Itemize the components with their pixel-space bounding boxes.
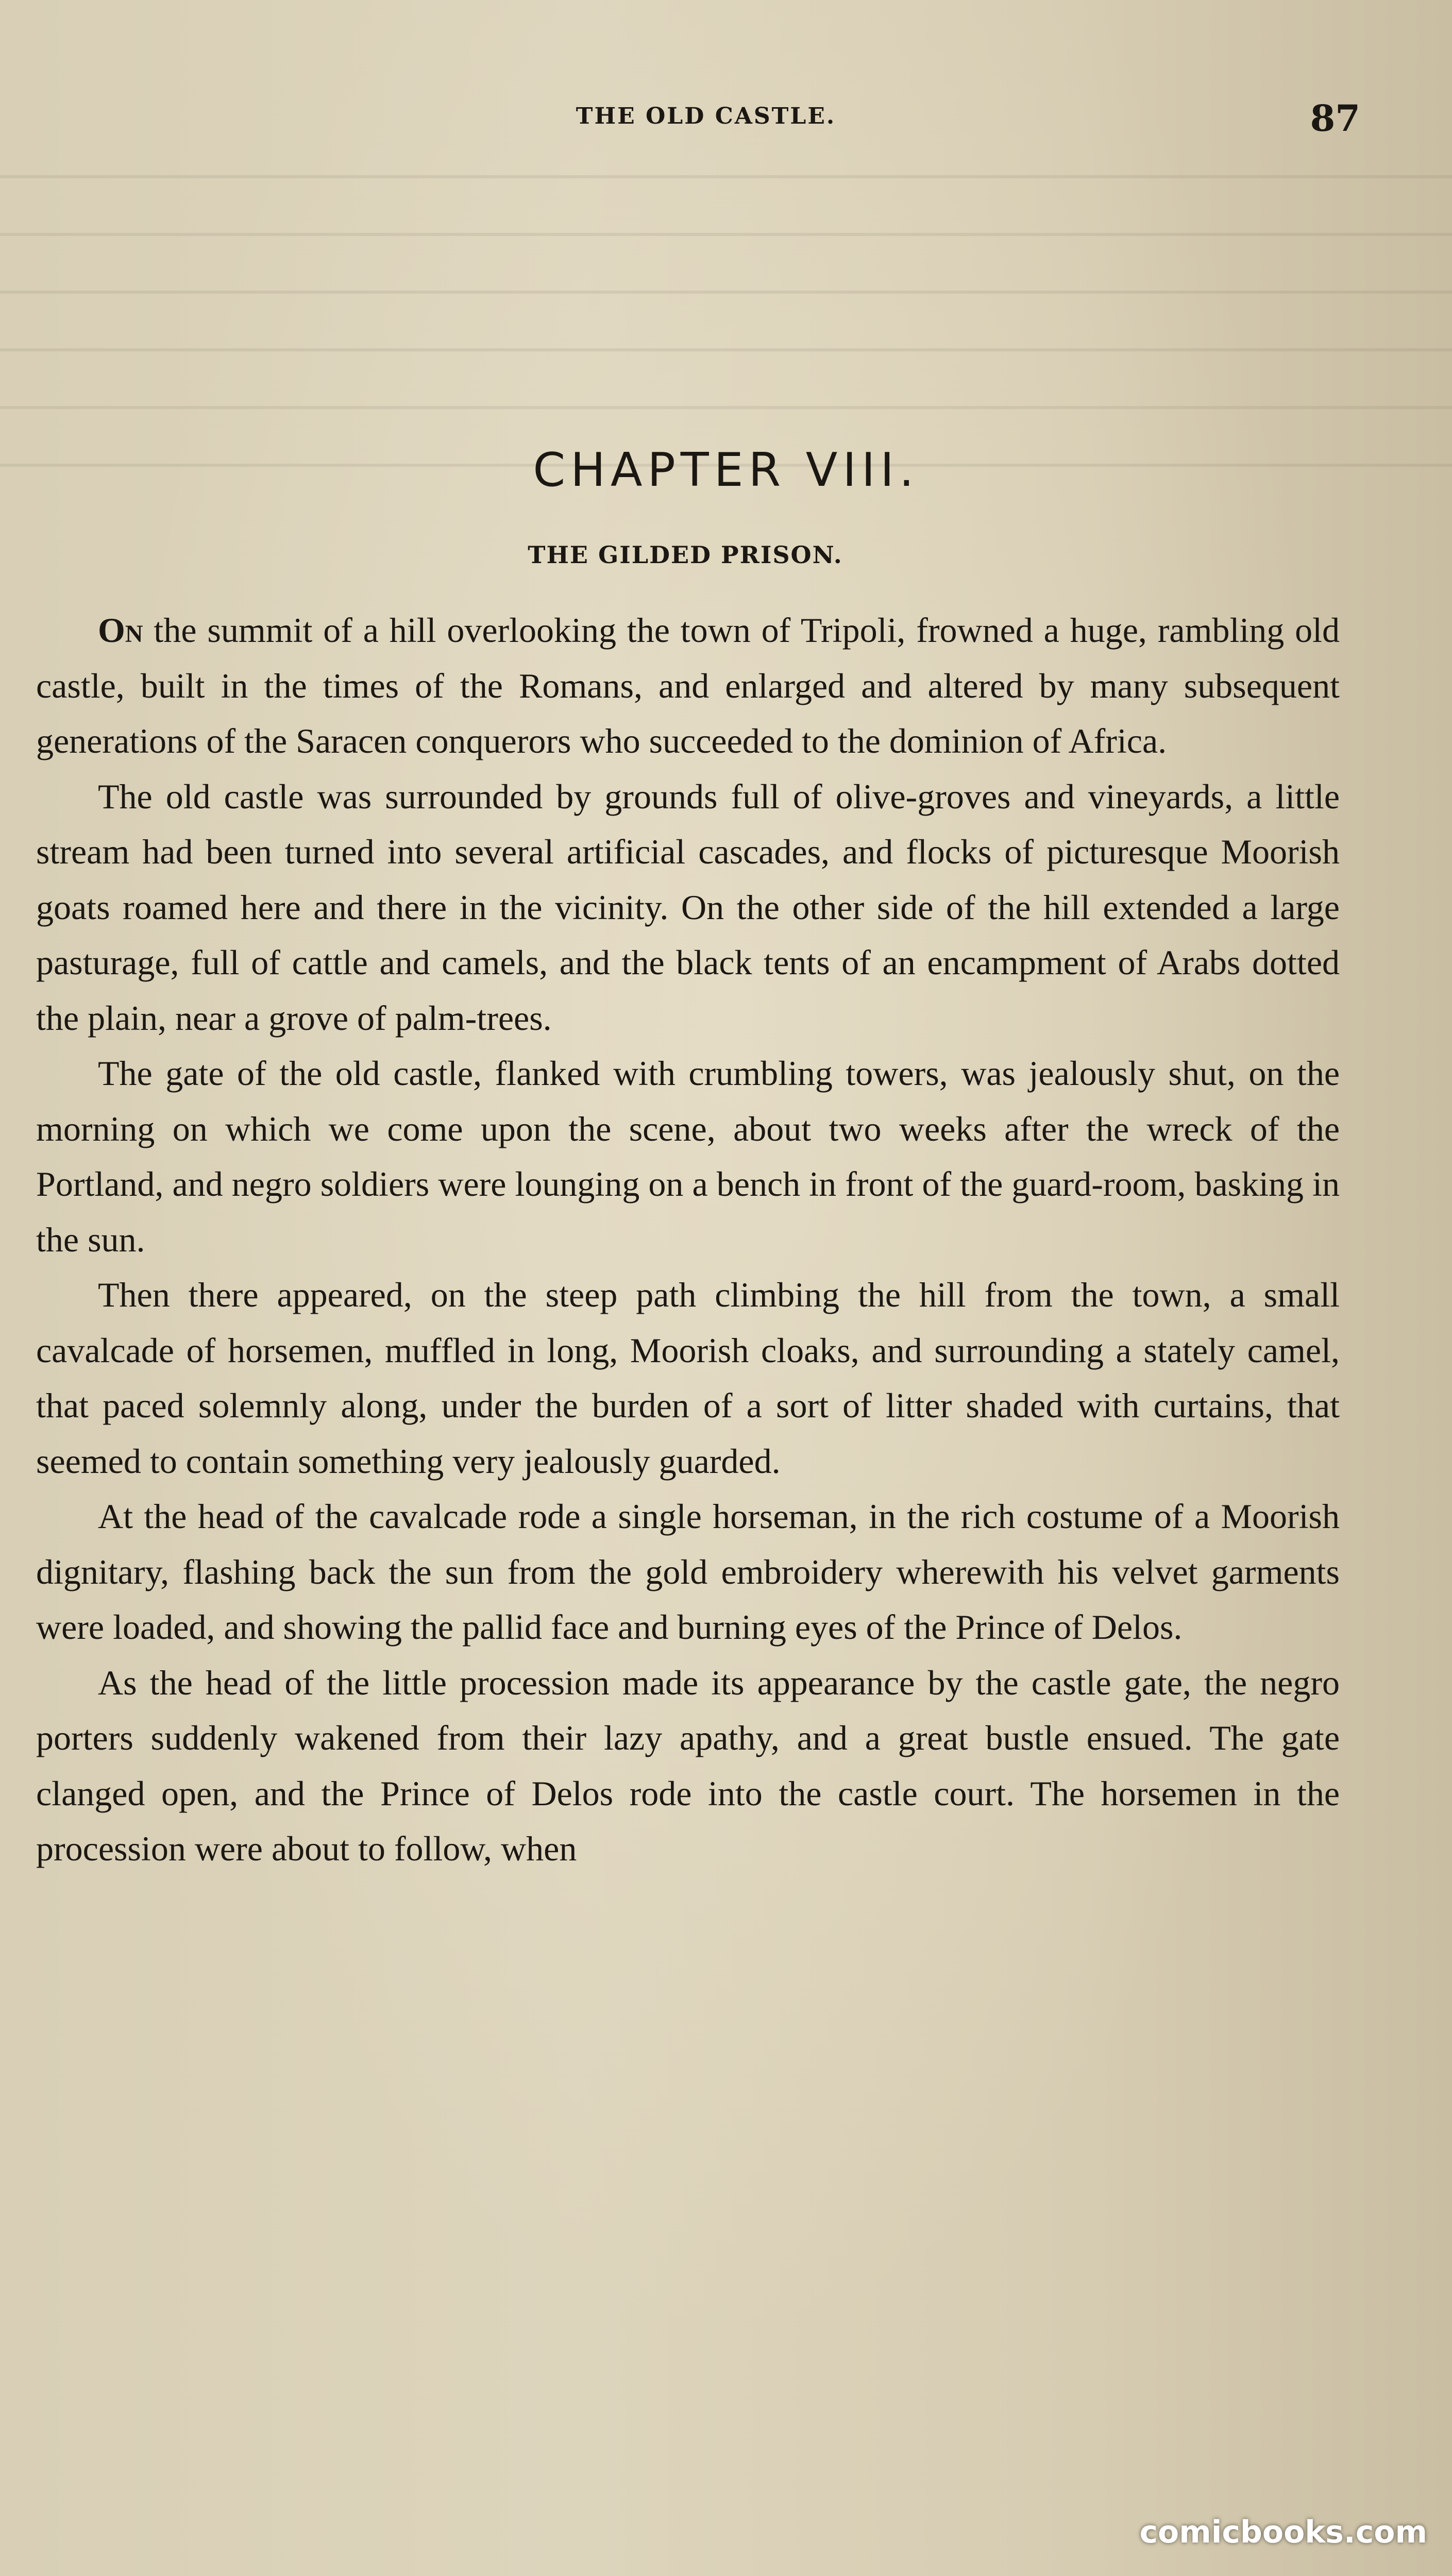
body-text [36, 603, 1340, 1877]
paragraph-text: the summit of a hill overlooking the town of Tripoli, frowned a huge, rambling old castle, built in the times of the Romans, and enlarged and altered by many subsequent generations of the Saracen conquerors who succeeded to the dominion of Africa. [36, 611, 1340, 760]
paragraph [36, 603, 1340, 769]
page-number: 87 [1310, 97, 1360, 140]
paragraph: The old castle was surrounded by grounds full of olive-groves and vineyards, a little stream had been turned into several artificial cascades, and flocks of picturesque Moorish goats roamed here and there in the vicinity. On the other side of the hill extended a large pasturage, full of cattle and camels, and the black tents of an encampment of Arabs dotted the plain, near a grove of palm-trees. [36, 776, 1340, 1038]
show-through-text [0, 134, 1452, 495]
paragraph: Then there appeared, on the steep path climbing the hill from the town, a small cavalcade of horsemen, muffled in long, Moorish cloaks, and surrounding a stately camel, that paced solemnly along, under the burden of a sort of litter shaded with curtains, that seemed to contain something very jealously guarded. [36, 1275, 1340, 1481]
paragraph: The gate of the old castle, flanked with crumbling towers, was jealously shut, on the morning on which we come upon the scene, about two weeks after the wreck of the Portland, and negro soldiers were lounging on a bench in front of the guard-room, basking in the sun. [36, 1054, 1340, 1259]
chapter-title: CHAPTER VIII. [533, 443, 919, 497]
source-watermark: comicbooks.com [1139, 2514, 1427, 2550]
paragraph: At the head of the cavalcade rode a single horseman, in the rich costume of a Moorish dignitary, flashing back the sun from the gold embroidery wherewith his velvet garments were loaded, and showing the pallid face and burning eyes of the Prince of Delos. [36, 1497, 1340, 1647]
paragraph: As the head of the little procession made its appearance by the castle gate, the negro porters suddenly wakened from their lazy apathy, and a great bustle ensued. The gate clanged open, and the Prince of Delos rode into the castle court. The horsemen in the procession were about to follow, when [36, 1663, 1340, 1868]
chapter-subtitle: THE GILDED PRISON. [528, 541, 843, 569]
paragraph-lead: On [98, 611, 143, 650]
running-head: THE OLD CASTLE. [576, 103, 836, 129]
